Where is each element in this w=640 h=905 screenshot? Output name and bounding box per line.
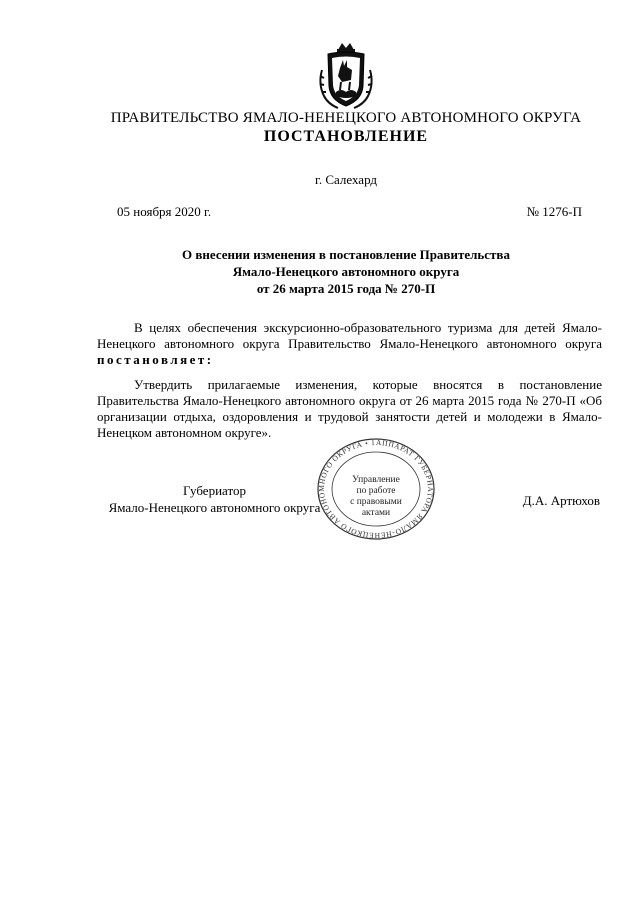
- stamp-line: с правовыми: [350, 497, 402, 507]
- coat-of-arms-icon: [316, 40, 376, 110]
- document-subject: [100, 246, 592, 297]
- signatory-name: Д.А. Артюхов: [522, 493, 600, 508]
- document-type: ПОСТАНОВЛЕНИЕ: [263, 128, 429, 145]
- stamp-ring-text: АППАРАТ ГУБЕРНАТОРА ЯМАЛО-НЕНЕЦКОГО АВТОНОМНОГО ОКРУГА • 1: [316, 437, 435, 541]
- stamp-center-text: [340, 475, 412, 519]
- subject-line: от 26 марта 2015 года № 270-П: [256, 281, 436, 296]
- preamble-text: В целях обеспечения экскурсионно-образовательного туризма для детей Ямало-Ненецкого автономного округа Правительство Ямало-Ненецкого автономного округа: [97, 320, 602, 351]
- document-number: № 1276-П: [526, 204, 582, 219]
- stamp-line: по работе: [356, 486, 396, 496]
- government-title: ПРАВИТЕЛЬСТВО ЯМАЛО-НЕНЕЦКОГО АВТОНОМНОГО ОКРУГА: [110, 110, 582, 126]
- decree-word: постановляет:: [97, 352, 214, 367]
- subject-line: О внесении изменения в постановление Правительства: [182, 247, 510, 262]
- signatory-title: [97, 482, 332, 516]
- decision-paragraph: Утвердить прилагаемые изменения, которые вносятся в постановление Правительства Ямало-Ненецкого автономного округа от 26 марта 2015 года № 270-П «Об организации отдыха, оздоровления и трудовой занятости детей и молодежи в Ямало-Ненецком автономном округе».: [97, 377, 602, 440]
- stamp-line: актами: [361, 508, 391, 518]
- preamble-paragraph: [97, 320, 602, 368]
- signatory-title-line: Ямало-Ненецкого автономного округа: [108, 500, 321, 515]
- signatory-title-line: Губериатор: [183, 483, 246, 498]
- city: г. Салехард: [314, 172, 378, 187]
- subject-line: Ямало-Ненецкого автономного округа: [232, 264, 460, 279]
- stamp-line: Управление: [352, 475, 400, 485]
- document-date: 05 ноября 2020 г.: [117, 204, 212, 219]
